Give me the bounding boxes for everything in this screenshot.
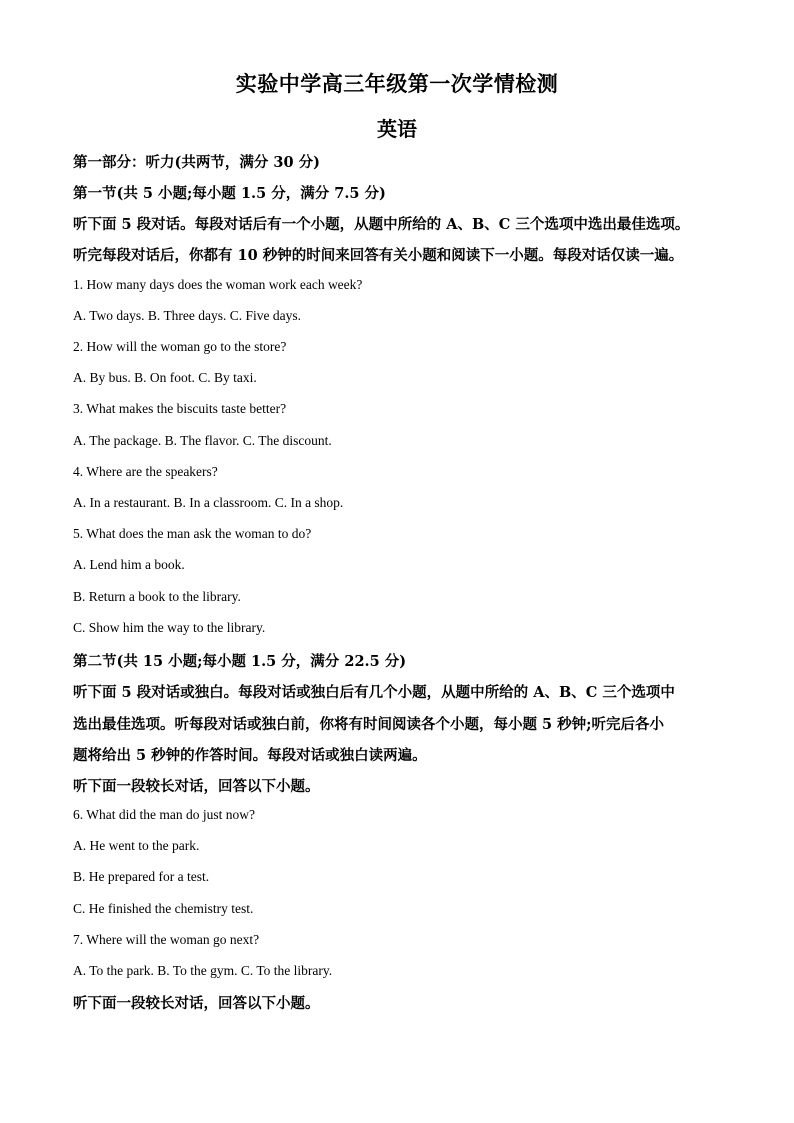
dialogue-prompt: 听下面一段较长对话，回答以下小题。 <box>73 995 320 1012</box>
section1-instruction: 听完每段对话后，你都有 10 秒钟的时间来回答有关小题和阅读下一小题。每段对话仅读一遍。 <box>73 247 684 264</box>
question-5-option-a: A. Lend him a book. <box>73 557 185 572</box>
subject-title: 英语 <box>377 117 417 141</box>
section2-instruction: 选出最佳选项。听每段对话或独白前，你将有时间阅读各个小题，每小题 5 秒钟;听完后各小 <box>73 716 665 733</box>
question-3-options: A. The package. B. The flavor. C. The discount. <box>73 433 332 448</box>
question-6-option-a: A. He went to the park. <box>73 838 200 853</box>
question-6-option-b: B. He prepared for a test. <box>73 869 210 884</box>
section2-heading: 第二节(共 15 小题;每小题 1.5 分，满分 22.5 分) <box>73 653 407 670</box>
section2-instruction: 听下面 5 段对话或独白。每段对话或独白后有几个小题，从题中所给的 A、B、C 三个选项中 <box>73 684 675 701</box>
question-7: 7. Where will the woman go next? <box>73 932 260 947</box>
question-5-option-c: C. Show him the way to the library. <box>73 620 266 635</box>
question-4-options: A. In a restaurant. B. In a classroom. C. In a shop. <box>73 495 344 510</box>
question-5: 5. What does the man ask the woman to do? <box>73 526 312 541</box>
question-6-option-c: C. He finished the chemistry test. <box>73 901 254 916</box>
section1-instruction: 听下面 5 段对话。每段对话后有一个小题，从题中所给的 A、B、C 三个选项中选出最佳选项。 <box>73 216 690 233</box>
question-4: 4. Where are the speakers? <box>73 464 218 479</box>
question-1-options: A. Two days. B. Three days. C. Five days. <box>73 308 302 323</box>
section1-heading: 第一节(共 5 小题;每小题 1.5 分，满分 7.5 分) <box>73 185 386 202</box>
question-7-options: A. To the park. B. To the gym. C. To the library. <box>73 963 333 978</box>
question-6: 6. What did the man do just now? <box>73 807 255 822</box>
question-1: 1. How many days does the woman work each week? <box>73 277 363 292</box>
exam-title: 实验中学高三年级第一次学情检测 <box>235 71 559 96</box>
section2-instruction: 题将给出 5 秒钟的作答时间。每段对话或独白读两遍。 <box>73 747 427 764</box>
dialogue-prompt: 听下面一段较长对话，回答以下小题。 <box>73 778 320 795</box>
question-2: 2. How will the woman go to the store? <box>73 339 287 354</box>
part1-heading: 第一部分：听力(共两节，满分 30 分) <box>73 154 320 171</box>
question-2-options: A. By bus. B. On foot. C. By taxi. <box>73 370 257 385</box>
question-3: 3. What makes the biscuits taste better? <box>73 401 287 416</box>
question-5-option-b: B. Return a book to the library. <box>73 589 241 604</box>
